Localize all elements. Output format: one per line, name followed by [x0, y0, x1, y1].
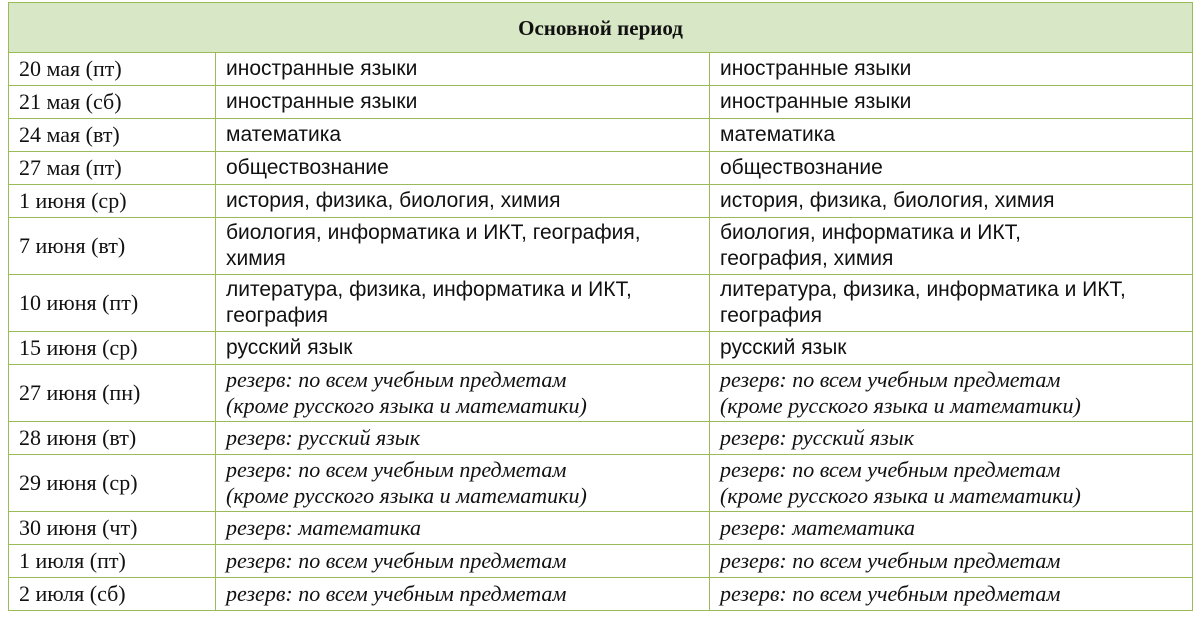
subjects-column-1 — [216, 86, 710, 119]
subject-line: русский язык — [720, 336, 847, 359]
subject-line: литература, физика, информатика и ИКТ, — [226, 278, 632, 301]
subjects-column-2 — [710, 578, 1193, 611]
exam-date: 29 июня (ср) — [9, 455, 216, 512]
subject-line: биология, информатика и ИКТ, география, — [226, 221, 641, 244]
subject-line: математика — [720, 123, 836, 146]
subject-line: резерв: русский язык — [720, 425, 914, 450]
table-row — [9, 218, 1193, 275]
subjects-column-1 — [216, 53, 710, 86]
subject-line: иностранные языки — [720, 57, 912, 80]
subjects-column-1 — [216, 332, 710, 365]
subject-line: резерв: по всем учебным предметам — [720, 548, 1061, 573]
exam-date: 21 мая (сб) — [9, 86, 216, 119]
subject-line: иностранные языки — [226, 57, 418, 80]
subject-line: химия — [226, 247, 286, 270]
header-row — [9, 3, 1193, 53]
exam-date: 30 июня (чт) — [9, 512, 216, 545]
table-row — [9, 332, 1193, 365]
subjects-column-2 — [710, 275, 1193, 332]
table-row — [9, 185, 1193, 218]
table-row — [9, 545, 1193, 578]
subjects-column-1 — [216, 365, 710, 422]
subject-line: резерв: по всем учебным предметам — [720, 367, 1061, 392]
subject-line: резерв: по всем учебным предметам — [720, 457, 1061, 482]
schedule-body — [9, 3, 1193, 611]
exam-date: 1 июня (ср) — [9, 185, 216, 218]
subjects-column-2 — [710, 218, 1193, 275]
subject-line: биология, информатика и ИКТ, — [720, 221, 1021, 244]
table-row — [9, 422, 1193, 455]
exam-date: 20 мая (пт) — [9, 53, 216, 86]
subject-line: история, физика, биология, химия — [226, 189, 561, 212]
subjects-column-2 — [710, 152, 1193, 185]
subjects-column-2 — [710, 365, 1193, 422]
subjects-column-1 — [216, 119, 710, 152]
subject-line: математика — [226, 123, 342, 146]
subjects-column-1 — [216, 455, 710, 512]
subjects-column-1 — [216, 152, 710, 185]
subjects-column-2 — [710, 545, 1193, 578]
subject-line: резерв: математика — [720, 515, 916, 540]
subject-line: (кроме русского языка и математики) — [720, 393, 1081, 418]
table-row — [9, 455, 1193, 512]
exam-date: 28 июня (вт) — [9, 422, 216, 455]
period-title: Основной период — [9, 3, 1193, 53]
subjects-column-1 — [216, 218, 710, 275]
subjects-column-1 — [216, 185, 710, 218]
subject-line: русский язык — [226, 336, 353, 359]
subjects-column-1 — [216, 275, 710, 332]
exam-date: 27 мая (пт) — [9, 152, 216, 185]
subjects-column-2 — [710, 185, 1193, 218]
subjects-column-1 — [216, 512, 710, 545]
exam-date: 2 июля (сб) — [9, 578, 216, 611]
subject-line: резерв: по всем учебным предметам — [226, 457, 567, 482]
subjects-column-2 — [710, 53, 1193, 86]
subject-line: обществознание — [720, 156, 883, 179]
exam-date: 15 июня (ср) — [9, 332, 216, 365]
subjects-column-2 — [710, 119, 1193, 152]
subject-line: резерв: по всем учебным предметам — [226, 581, 567, 606]
subject-line: иностранные языки — [720, 90, 912, 113]
table-row — [9, 578, 1193, 611]
subject-line: резерв: по всем учебным предметам — [226, 548, 567, 573]
subject-line: история, физика, биология, химия — [720, 189, 1055, 212]
subjects-column-2 — [710, 86, 1193, 119]
subjects-column-2 — [710, 455, 1193, 512]
exam-date: 24 мая (вт) — [9, 119, 216, 152]
exam-date: 1 июля (пт) — [9, 545, 216, 578]
subjects-column-1 — [216, 545, 710, 578]
subject-line: резерв: русский язык — [226, 425, 420, 450]
subject-line: (кроме русского языка и математики) — [226, 393, 587, 418]
exam-date: 27 июня (пн) — [9, 365, 216, 422]
subject-line: география, химия — [720, 247, 894, 270]
table-row — [9, 365, 1193, 422]
subjects-column-1 — [216, 578, 710, 611]
table-row — [9, 512, 1193, 545]
subject-line: резерв: математика — [226, 515, 422, 540]
subjects-column-2 — [710, 332, 1193, 365]
table-row — [9, 152, 1193, 185]
subject-line: резерв: по всем учебным предметам — [226, 367, 567, 392]
subject-line: иностранные языки — [226, 90, 418, 113]
subject-line: (кроме русского языка и математики) — [720, 483, 1081, 508]
subject-line: география — [720, 304, 822, 327]
exam-date: 7 июня (вт) — [9, 218, 216, 275]
subjects-column-2 — [710, 512, 1193, 545]
table-row — [9, 53, 1193, 86]
subject-line: география — [226, 304, 328, 327]
table-row — [9, 86, 1193, 119]
subjects-column-2 — [710, 422, 1193, 455]
subject-line: резерв: по всем учебным предметам — [720, 581, 1061, 606]
subject-line: литература, физика, информатика и ИКТ, — [720, 278, 1126, 301]
table-row — [9, 275, 1193, 332]
subject-line: обществознание — [226, 156, 389, 179]
exam-date: 10 июня (пт) — [9, 275, 216, 332]
exam-schedule-table — [8, 2, 1193, 611]
subjects-column-1 — [216, 422, 710, 455]
subject-line: (кроме русского языка и математики) — [226, 483, 587, 508]
table-row — [9, 119, 1193, 152]
